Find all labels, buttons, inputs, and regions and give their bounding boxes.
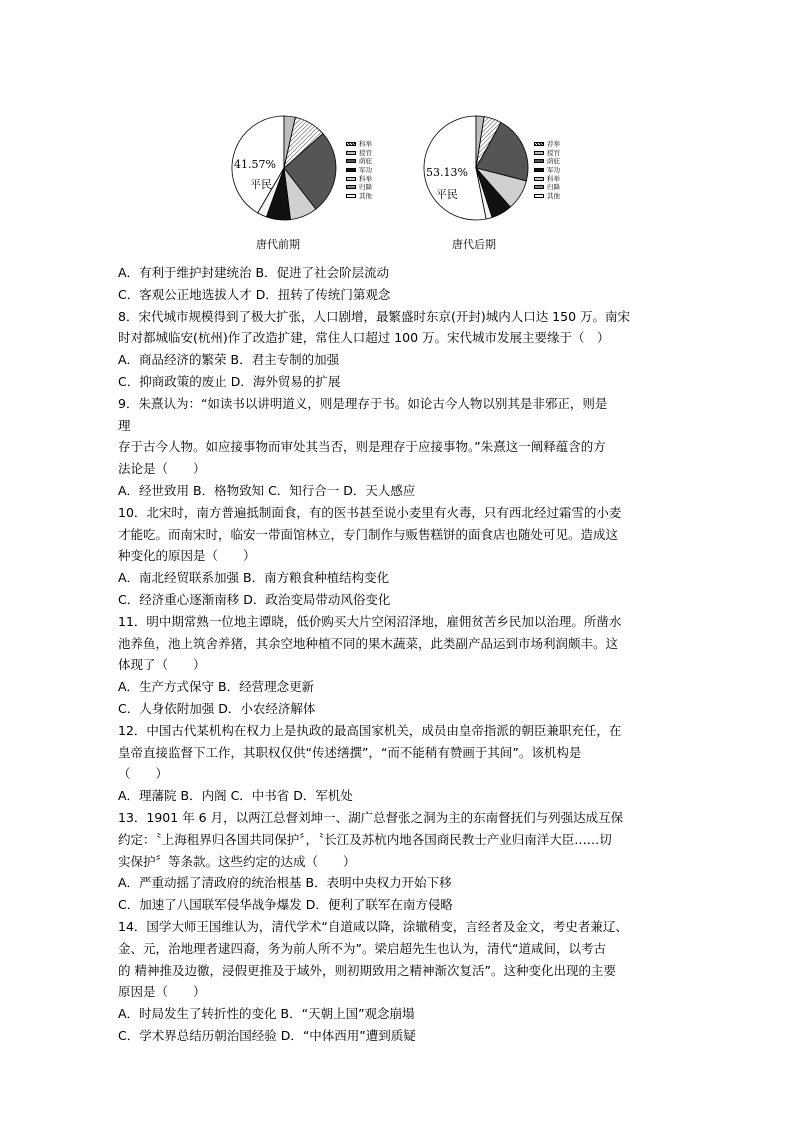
legend-label: 荐举 — [547, 140, 560, 149]
text-line: 9．朱熹认为：“如读书以讲明道义，则是理存于书。如论古今人物以别其是非邪正，则是 — [118, 395, 608, 411]
text-line: C．人身依附加强 D．小农经济解体 — [118, 700, 316, 716]
text-line: C．加速了八国联军侵华战争爆发 D．便利了联军在南方侵略 — [118, 897, 453, 913]
pie-early-caption: 唐代前期 — [256, 238, 300, 251]
legend-swatch — [346, 142, 356, 146]
legend-item — [534, 192, 574, 201]
pie-late-legend — [534, 140, 574, 200]
text-line: （ ） — [118, 766, 169, 782]
question-text — [118, 262, 678, 1047]
legend-label: 科举 — [359, 140, 372, 149]
pie-chart-figure — [226, 104, 586, 254]
text-line: 池养鱼，池上筑舍养猪，其余空地种植不同的果木蔬菜，此类副产品运到市场利润颇丰。这 — [118, 635, 619, 651]
legend-swatch — [534, 159, 544, 163]
pie-late-percent: 53.13% — [426, 166, 468, 179]
legend-label: 军功 — [359, 166, 372, 175]
legend-label: 科举 — [547, 174, 560, 183]
text-line: A．时局发生了转折性的变化 B．“天朝上国”观念崩塌 — [118, 1006, 415, 1022]
legend-swatch — [346, 168, 356, 172]
text-line: C．抑商政策的废止 D．海外贸易的扩展 — [118, 373, 341, 389]
text-line: C．学术界总结历朝治国经验 D．“中体西用”遭到质疑 — [118, 1027, 416, 1043]
legend-item — [534, 183, 574, 192]
text-line: 约定：〝上海租界归各国共同保护〞，〝长江及苏杭内地各国商民教士产业归南洋大臣……切 — [118, 831, 612, 847]
text-line: 8．宋代城市规模得到了极大扩张，人口剧增，最繁盛时东京(开封)城内人口达 150 万。南宋 — [118, 308, 631, 324]
text-line: 14．国学大师王国维认为，清代学术“自道咸以降，涂辙稍变，言经者及金文，考史者兼辽、 — [118, 918, 628, 934]
pie-early-label: 平民 — [250, 178, 272, 191]
legend-label: 归降 — [359, 183, 372, 192]
legend-item — [534, 140, 574, 149]
legend-swatch — [346, 151, 356, 155]
legend-swatch — [346, 177, 356, 181]
text-line: 12．中国古代某机构在权力上是执政的最高国家机关，成员由皇帝指派的朝臣兼职充任，在 — [118, 722, 622, 738]
legend-item — [534, 174, 574, 183]
legend-swatch — [534, 168, 544, 172]
legend-swatch — [534, 177, 544, 181]
pie-late-label: 平民 — [436, 188, 458, 201]
text-line: 金、元，治地理者逮四裔，务为前人所不为”。梁启超先生也认为，清代“道咸间，以考古 — [118, 940, 606, 956]
text-line: A．经世致用 B．格物致知 C．知行合一 D．天人感应 — [118, 482, 416, 498]
legend-item — [534, 157, 574, 166]
legend-label: 荫庇 — [547, 157, 560, 166]
text-line: C．经济重心逐渐南移 D．政治变局带动风俗变化 — [118, 591, 391, 607]
text-line: 理 — [118, 417, 131, 433]
legend-swatch — [534, 185, 544, 189]
legend-item — [534, 149, 574, 158]
legend-label: 科举 — [359, 174, 372, 183]
legend-label: 授官 — [547, 148, 560, 157]
legend-item — [534, 166, 574, 175]
pie-early-percent: 41.57% — [234, 158, 276, 171]
legend-item — [346, 149, 386, 158]
text-line: 皇帝直接监督下工作，其职权仅供“传述缮撰”，“而不能稍有赞画于其间”。该机构是 — [118, 744, 582, 760]
text-line: 11．明中期常熟一位地主谭晓，低价购买大片空闲沼泽地，雇佣贫苦乡民加以治理。所凿水 — [118, 613, 622, 629]
legend-swatch — [346, 185, 356, 189]
text-line: 存于古今人物。如应接事物而审处其当否，则是理存于应接事物。”朱熹这一阐释蕴含的方 — [118, 439, 606, 455]
text-line: 体现了（ ） — [118, 657, 206, 673]
text-line: 原因是（ ） — [118, 984, 206, 1000]
text-line: 法论是（ ） — [118, 461, 206, 477]
legend-swatch — [346, 159, 356, 163]
text-line: A．商品经济的繁荣 B．君主专制的加强 — [118, 352, 340, 368]
text-line: 10．北宋时，南方普遍抵制面食，有的医书甚至说小麦里有火毒，只有西北经过霜雪的小麦 — [118, 504, 622, 520]
text-line: C．客观公正地选拔人才 D．扭转了传统门第观念 — [118, 286, 391, 302]
legend-item — [346, 183, 386, 192]
pie-early-legend — [346, 140, 386, 200]
legend-item — [346, 157, 386, 166]
legend-swatch — [534, 142, 544, 146]
text-line: 的 精神推及边徼，浸假更推及于域外，则初期致用之精神渐次复活”。这种变化出现的主要 — [118, 962, 616, 978]
text-line: A．理藩院 B．内阁 C．中书省 D．军机处 — [118, 788, 353, 804]
legend-label: 军功 — [547, 166, 560, 175]
legend-label: 归降 — [547, 183, 560, 192]
legend-label: 其他 — [547, 191, 560, 200]
legend-swatch — [534, 151, 544, 155]
legend-item — [346, 140, 386, 149]
text-line: 时对都城临安(杭州)作了改造扩建，常住人口超过 100 万。宋代城市发展主要缘于（ ） — [118, 330, 610, 346]
legend-item — [346, 166, 386, 175]
text-line: A．有利于维护封建统治 B．促进了社会阶层流动 — [118, 265, 390, 280]
text-line: 才能吃。而南宋时，临安一带面馆林立，专门制作与贩售糕饼的面食店也随处可见。造成这 — [118, 526, 619, 542]
legend-label: 授官 — [359, 148, 372, 157]
text-line: 种变化的原因是（ ） — [118, 548, 256, 564]
text-line: A．南北经贸联系加强 B．南方粮食种植结构变化 — [118, 570, 390, 586]
legend-label: 荫庇 — [359, 157, 372, 166]
text-line: 实保护〞等条款。这些约定的达成（ ） — [118, 853, 356, 869]
pie-chart-canvas — [226, 104, 586, 254]
text-line: 13．1901 年 6 月，以两江总督刘坤一、湖广总督张之洞为主的东南督抚们与列强达成互保 — [118, 809, 624, 825]
legend-swatch — [346, 194, 356, 198]
legend-item — [346, 174, 386, 183]
text-line: A．生产方式保守 B．经营理念更新 — [118, 679, 315, 695]
legend-item — [346, 192, 386, 201]
legend-label: 其他 — [359, 191, 372, 200]
legend-swatch — [534, 194, 544, 198]
pie-late-caption: 唐代后期 — [452, 238, 496, 251]
text-line: A．严重动摇了清政府的统治根基 B．表明中央权力开始下移 — [118, 875, 452, 891]
